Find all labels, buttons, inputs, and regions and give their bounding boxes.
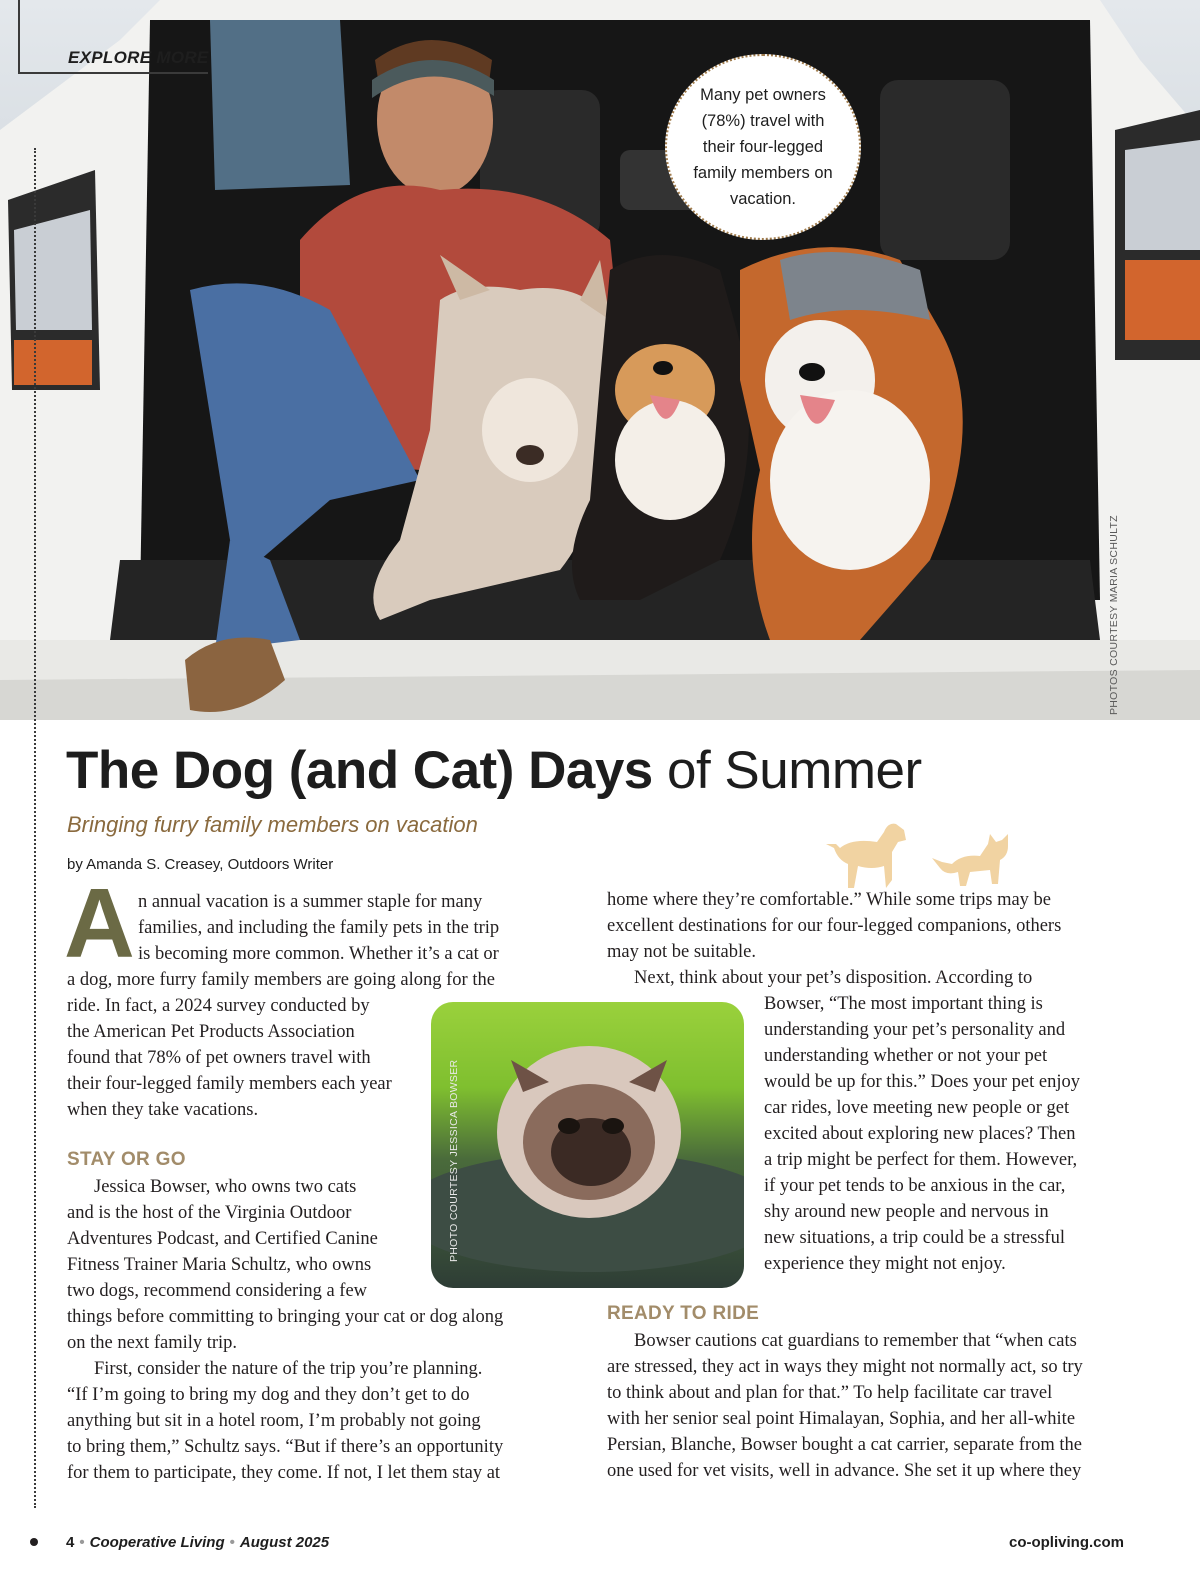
text-line: things before committing to bringing your cat or dog along (67, 1307, 504, 1327)
magazine-name: Cooperative Living (89, 1534, 225, 1551)
text-line: the American Pet Products Association (67, 1022, 355, 1042)
cat-silhouette-icon (932, 834, 1008, 886)
text-line: Bowser, “The most important thing is (764, 994, 1043, 1014)
text-line: to think about and plan for that.” To help facilitate car travel (607, 1383, 1053, 1403)
text-line: First, consider the nature of the trip you’re planning. (94, 1359, 483, 1379)
dog-silhouette-icon (826, 824, 906, 888)
text-line: on the next family trip. (67, 1333, 238, 1353)
cat-photo-credit: PHOTO COURTESY JESSICA BOWSER (448, 1059, 460, 1262)
text-line: Jessica Bowser, who owns two cats (94, 1177, 357, 1197)
text-line: ride. In fact, a 2024 survey conducted by (67, 996, 370, 1016)
text-line: excited about exploring new places? Then (764, 1124, 1076, 1144)
text-line: are stressed, they act in ways they might not normally act, so try (607, 1357, 1083, 1377)
text-line: and is the host of the Virginia Outdoor (67, 1203, 352, 1223)
text-line: Bowser cautions cat guardians to remember that “when cats (634, 1331, 1077, 1351)
text-line: when they take vacations. (67, 1100, 259, 1120)
text-line: Adventures Podcast, and Certified Canine (67, 1229, 378, 1249)
website-link[interactable]: co-opliving.com (1008, 1534, 1124, 1551)
col2-top-text (607, 887, 1061, 991)
cat-photo (431, 1002, 744, 1288)
hero-photo-credit: PHOTOS COURTESY MARIA SCHULTZ (1108, 515, 1120, 715)
hero-photo (0, 0, 1200, 720)
footer-info (66, 1534, 329, 1551)
text-line: their four-legged family members each year (67, 1074, 392, 1094)
article-subtitle: Bringing furry family members on vacation (67, 812, 478, 837)
text-line: would be up for this.” Does your pet enjoy (764, 1072, 1080, 1092)
issue-date: August 2025 (239, 1534, 330, 1551)
text-line: families, and including the family pets in the trip (138, 918, 500, 938)
article-title-rest: of Summer (652, 741, 922, 800)
text-line: is becoming more common. Whether it’s a cat or (138, 944, 499, 964)
drop-cap: A (64, 868, 135, 978)
section-label-box (18, 0, 208, 74)
text-line: if your pet tends to be anxious in the car, (764, 1176, 1066, 1196)
text-line: understanding your pet’s personality and (764, 1020, 1066, 1040)
hero-illustration (0, 0, 1200, 720)
text-line: with her senior seal point Himalayan, Sophia, and her all-white (607, 1409, 1076, 1429)
cat-illustration (431, 1002, 744, 1288)
text-line: Persian, Blanche, Bowser bought a cat carrier, separate from the (607, 1435, 1082, 1455)
text-line: shy around new people and nervous in (764, 1202, 1049, 1222)
article-title (66, 738, 922, 804)
text-line: home where they’re comfortable.” While some trips may be (607, 890, 1052, 910)
text-line: Next, think about your pet’s disposition. According to (634, 968, 1033, 988)
text-line: found that 78% of pet owners travel with (67, 1048, 371, 1068)
text-line: may not be suitable. (607, 942, 756, 962)
text-line: a dog, more furry family members are going along for the (67, 970, 495, 990)
pet-silhouettes (822, 818, 1022, 894)
callout-text: Many pet owners (78%) travel with their four-legged family members on vacation. (693, 86, 833, 208)
footer-separator: • (79, 1534, 85, 1551)
byline: by Amanda S. Creasey, Outdoors Writer (67, 856, 334, 873)
section-heading-stay-or-go: STAY OR GO (67, 1149, 186, 1170)
ready-to-ride-text (607, 1328, 1083, 1484)
intro-text-indented (138, 889, 499, 967)
text-line: n annual vacation is a summer staple for many (138, 892, 483, 912)
footer-separator: • (229, 1534, 235, 1551)
bullet-dot (30, 1538, 38, 1546)
text-line: car rides, love meeting new people or get (764, 1098, 1070, 1118)
text-line: two dogs, recommend considering a few (67, 1281, 368, 1301)
text-line: “If I’m going to bring my dog and they don’t get to do (67, 1385, 470, 1405)
text-line: new situations, a trip could be a stressful (764, 1228, 1066, 1248)
section-heading-ready-to-ride: READY TO RIDE (607, 1303, 760, 1324)
text-line: a trip might be perfect for them. However, (764, 1150, 1078, 1170)
article-title-bold: The Dog (and Cat) Days (66, 741, 653, 800)
col2-narrow-text (764, 991, 1080, 1277)
callout-bubble (665, 54, 861, 240)
text-line: excellent destinations for our four-legged companions, others (607, 916, 1062, 936)
text-line: one used for vet visits, well in advance. She set it up where they (607, 1461, 1082, 1481)
dotted-rule (34, 148, 36, 1508)
text-line: experience they might not enjoy. (764, 1254, 1006, 1274)
page-number: 4 (66, 1534, 75, 1551)
section-label: EXPLORE MORE (68, 48, 209, 67)
text-line: Fitness Trainer Maria Schultz, who owns (67, 1255, 372, 1275)
text-line: anything but sit in a hotel room, I’m probably not going (67, 1411, 481, 1431)
text-line: understanding whether or not your pet (764, 1046, 1048, 1066)
text-line: to bring them,” Schultz says. “But if there’s an opportunity (67, 1437, 504, 1457)
text-line: for them to participate, they come. If not, I let them stay at (67, 1463, 501, 1483)
